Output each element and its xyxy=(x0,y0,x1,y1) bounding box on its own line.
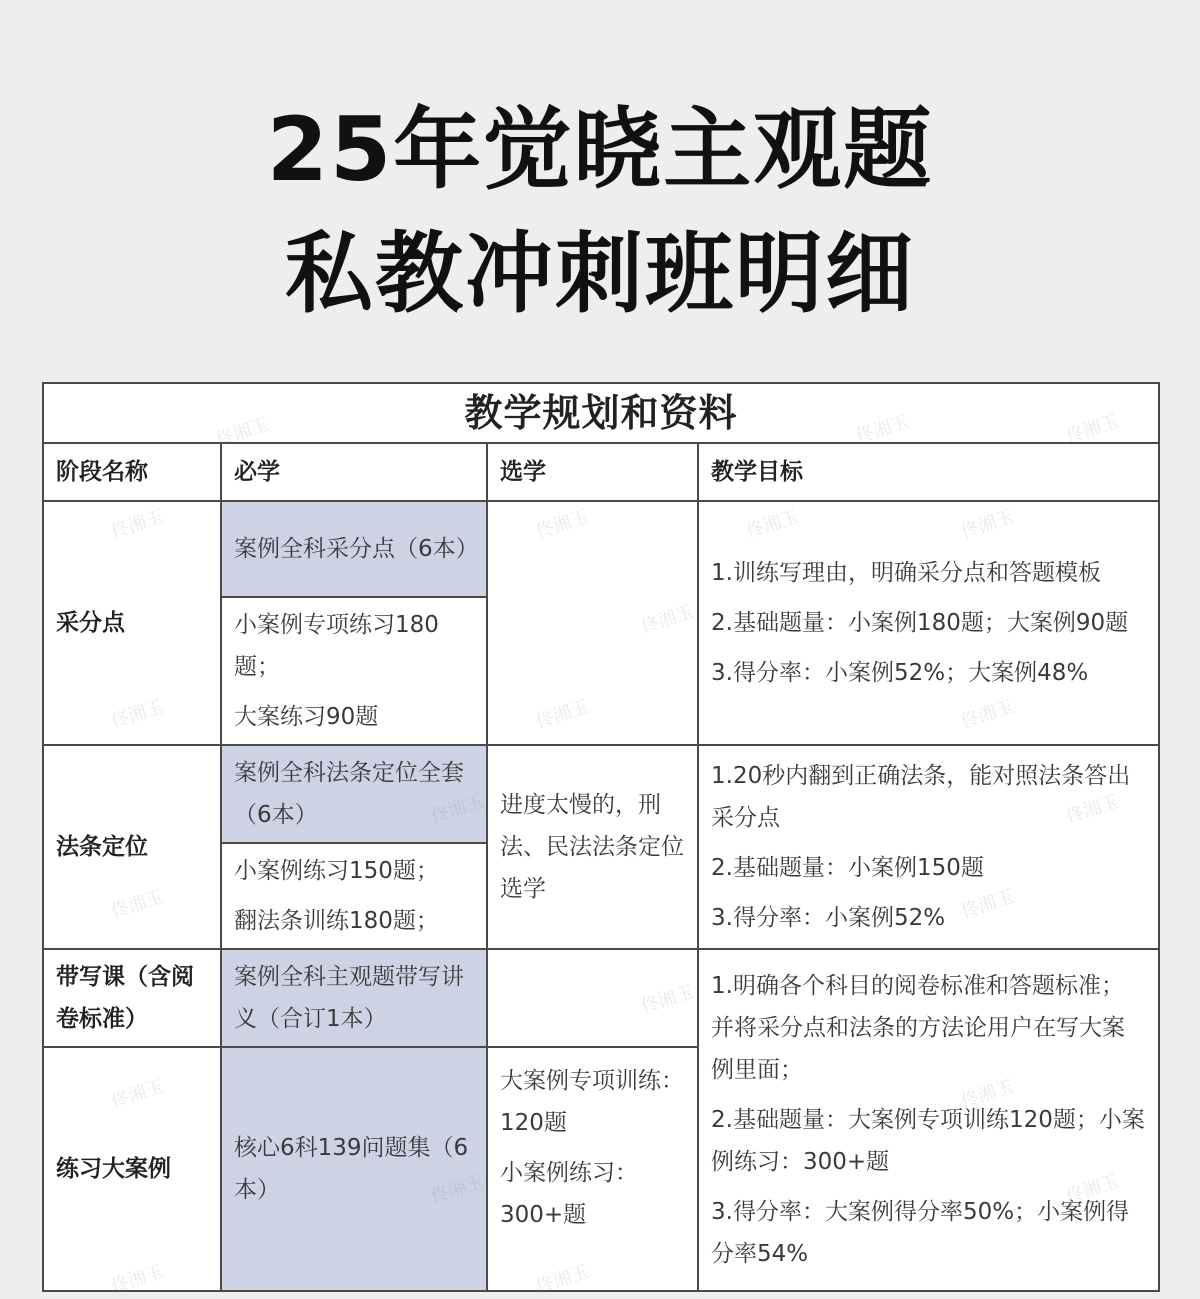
required-scoring-practice xyxy=(221,597,487,745)
optional-line: 大案例专项训练：120题 xyxy=(500,1068,684,1136)
header-stage: 阶段名称 xyxy=(43,443,221,501)
required-guided-writing: 案例全科主观题带写讲义（合订1本） xyxy=(221,949,487,1047)
stage-cell-big-cases: 练习大案例 xyxy=(43,1047,221,1291)
goals-shared xyxy=(698,949,1159,1291)
stage-cell-statute: 法条定位 xyxy=(43,745,221,949)
optional-scoring xyxy=(487,501,698,745)
optional-guided-writing xyxy=(487,949,698,1047)
title-line-1: 25年觉晓主观题 xyxy=(266,98,934,201)
plan-table-wrapper xyxy=(42,382,1158,1296)
goal-item: 2.基础题量：小案例180题；大案例90题 xyxy=(711,610,1129,636)
page-title xyxy=(0,88,1200,336)
goal-item: 3.得分率：大案例得分率50%；小案例得分率54% xyxy=(711,1199,1130,1267)
header-optional: 选学 xyxy=(487,443,698,501)
required-statute-books: 案例全科法条定位全套（6本） xyxy=(221,745,487,843)
practice-line: 大案练习90题 xyxy=(234,704,379,730)
required-big-cases: 核心6科139问题集（6本） xyxy=(221,1047,487,1291)
goal-item: 1.20秒内翻到正确法条，能对照法条答出采分点 xyxy=(711,763,1131,831)
goal-item: 1.训练写理由，明确采分点和答题模板 xyxy=(711,560,1101,586)
title-line-2: 私教冲刺班明细 xyxy=(284,222,915,325)
practice-line: 小案例练习150题； xyxy=(234,858,439,884)
table-caption: 教学规划和资料 xyxy=(43,383,1159,443)
required-statute-practice xyxy=(221,843,487,949)
header-goals: 教学目标 xyxy=(698,443,1159,501)
optional-line: 小案例练习：300+题 xyxy=(500,1160,638,1228)
goal-item: 2.基础题量：大案例专项训练120题；小案例练习：300+题 xyxy=(711,1107,1145,1175)
goal-item: 3.得分率：小案例52% xyxy=(711,905,946,931)
optional-big-cases xyxy=(487,1047,698,1291)
stage-cell-guided-writing: 带写课（含阅卷标准） xyxy=(43,949,221,1047)
goals-statute xyxy=(698,745,1159,949)
goal-item: 2.基础题量：小案例150题 xyxy=(711,855,984,881)
plan-table xyxy=(42,382,1160,1292)
practice-line: 小案例专项练习180题； xyxy=(234,612,439,680)
goal-item: 3.得分率：小案例52%；大案例48% xyxy=(711,660,1089,686)
optional-statute: 进度太慢的，刑法、民法法条定位选学 xyxy=(487,745,698,949)
required-scoring-books: 案例全科采分点（6本） xyxy=(221,501,487,597)
practice-line: 翻法条训练180题； xyxy=(234,908,439,934)
goal-item: 1.明确各个科目的阅卷标准和答题标准；并将采分点和法条的方法论用户在写大案例里面； xyxy=(711,973,1125,1083)
stage-cell-scoring: 采分点 xyxy=(43,501,221,745)
goals-scoring xyxy=(698,501,1159,745)
header-required: 必学 xyxy=(221,443,487,501)
